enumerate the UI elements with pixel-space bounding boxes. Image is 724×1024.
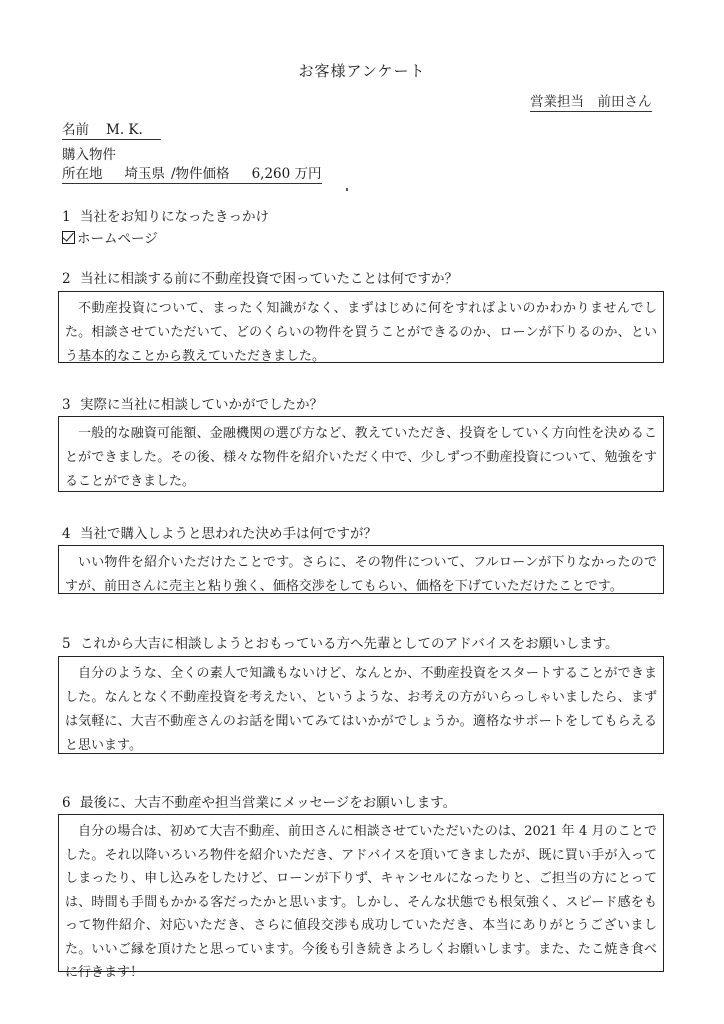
scan-speck — [346, 188, 348, 191]
question-number: 3 — [62, 397, 71, 413]
question-4 — [62, 522, 377, 542]
answer-text: 自分のような、全くの素人で知識もないけど、なんとか、不動産投資をスタートすることができました。なんとなく不動産投資を考えたい、というような、お考えの方がいらっしゃいましたら、まずは気軽に、大吉不動産さんのお話を聞いてみてはいかがでしょうか。適格なサポートをしてもらえると思います。 — [65, 666, 657, 753]
location-value: 埼玉県 — [124, 166, 165, 182]
checked-option: ホームページ — [77, 231, 158, 247]
answer-box-3 — [58, 416, 664, 492]
name-label: 名前 — [62, 122, 89, 138]
question-5 — [62, 632, 619, 652]
sales-rep: 営業担当 前田さん — [530, 90, 652, 112]
question-text: 実際に当社に相談していかがでしたか？ — [80, 397, 323, 413]
checkbox-checked-icon — [62, 231, 75, 244]
question-text: これから大吉に相談しようとおもっている方へ先輩としてのアドバイスをお願いします。 — [80, 636, 619, 652]
question-number: 5 — [62, 636, 71, 652]
answer-box-6 — [58, 814, 664, 980]
location-price-line — [62, 162, 322, 184]
question-number: 2 — [62, 271, 71, 287]
answer-box-5 — [58, 656, 664, 754]
answer-box-4 — [58, 545, 664, 594]
property-heading: 購入物件 — [62, 147, 116, 163]
customer-name-line — [62, 118, 161, 140]
question-text: 当社をお知りになったきっかけ — [80, 209, 269, 225]
question-text: 当社で購入しようと思われた決め手は何ですが？ — [80, 526, 377, 542]
answer-1-checkbox-line — [62, 227, 158, 247]
question-6 — [62, 791, 456, 811]
answer-box-2 — [58, 291, 664, 363]
answer-text: 一般的な融資可能額、金融機関の選び方など、教えていただき、投資をしていく方向性を決めることができました。その後、様々な物件を紹介いただく中で、少しずつ不動産投資について、勉強をすることができました。 — [65, 426, 657, 489]
answer-text: 自分の場合は、初めて大吉不動産、前田さんに相談させていただいたのは、2021 年 4 月のことでした。それ以降いろいろ物件を紹介いただき、アドバイスを頂いてきましたが、既に買い手が入ってしまったり、申し込みをしたけど、ローンが下りず、キャンセルになったりと、ご担当の方にとっては、時間も手間もかかる客だったかと思います。しかし、そんな状態でも根気強く、スピード感をもって物件紹介、対応いただき、さらに値段交渉も成功していただき、本当にありがとうございました。いいご縁を頂けたと思っています。今後も引き続きよろしくお願いします。また、たこ焼き食べに行きます！ — [65, 824, 657, 980]
name-value: M. K. — [106, 122, 143, 138]
price-label: /物件価格 — [171, 166, 230, 182]
question-text: 最後に、大吉不動産や担当営業にメッセージをお願いします。 — [80, 795, 457, 811]
question-2 — [62, 267, 458, 287]
question-3 — [62, 393, 323, 413]
question-text: 当社に相談する前に不動産投資で困っていたことは何ですか？ — [80, 271, 458, 287]
question-number: 6 — [62, 795, 71, 811]
answer-text: いい物件を紹介いただけたことです。さらに、その物件について、フルローンが下りなかったのですが、前田さんに売主と粘り強く、価格交渉をしてもらい、価格を下げていただけたことです。 — [65, 555, 657, 594]
question-1 — [62, 205, 269, 225]
question-number: 1 — [62, 209, 71, 225]
location-label: 所在地 — [62, 166, 103, 182]
page-title: お客様アンケート — [298, 62, 426, 80]
answer-text: 不動産投資について、まったく知識がなく、まずはじめに何をすればよいのかわかりませんでした。相談させていただいて、どのくらいの物件を買うことができるのか、ローンが下りるのか、という基本的なことから教えていただきました。 — [65, 301, 657, 364]
question-number: 4 — [62, 526, 71, 542]
price-value: 6,260 万円 — [251, 166, 322, 182]
